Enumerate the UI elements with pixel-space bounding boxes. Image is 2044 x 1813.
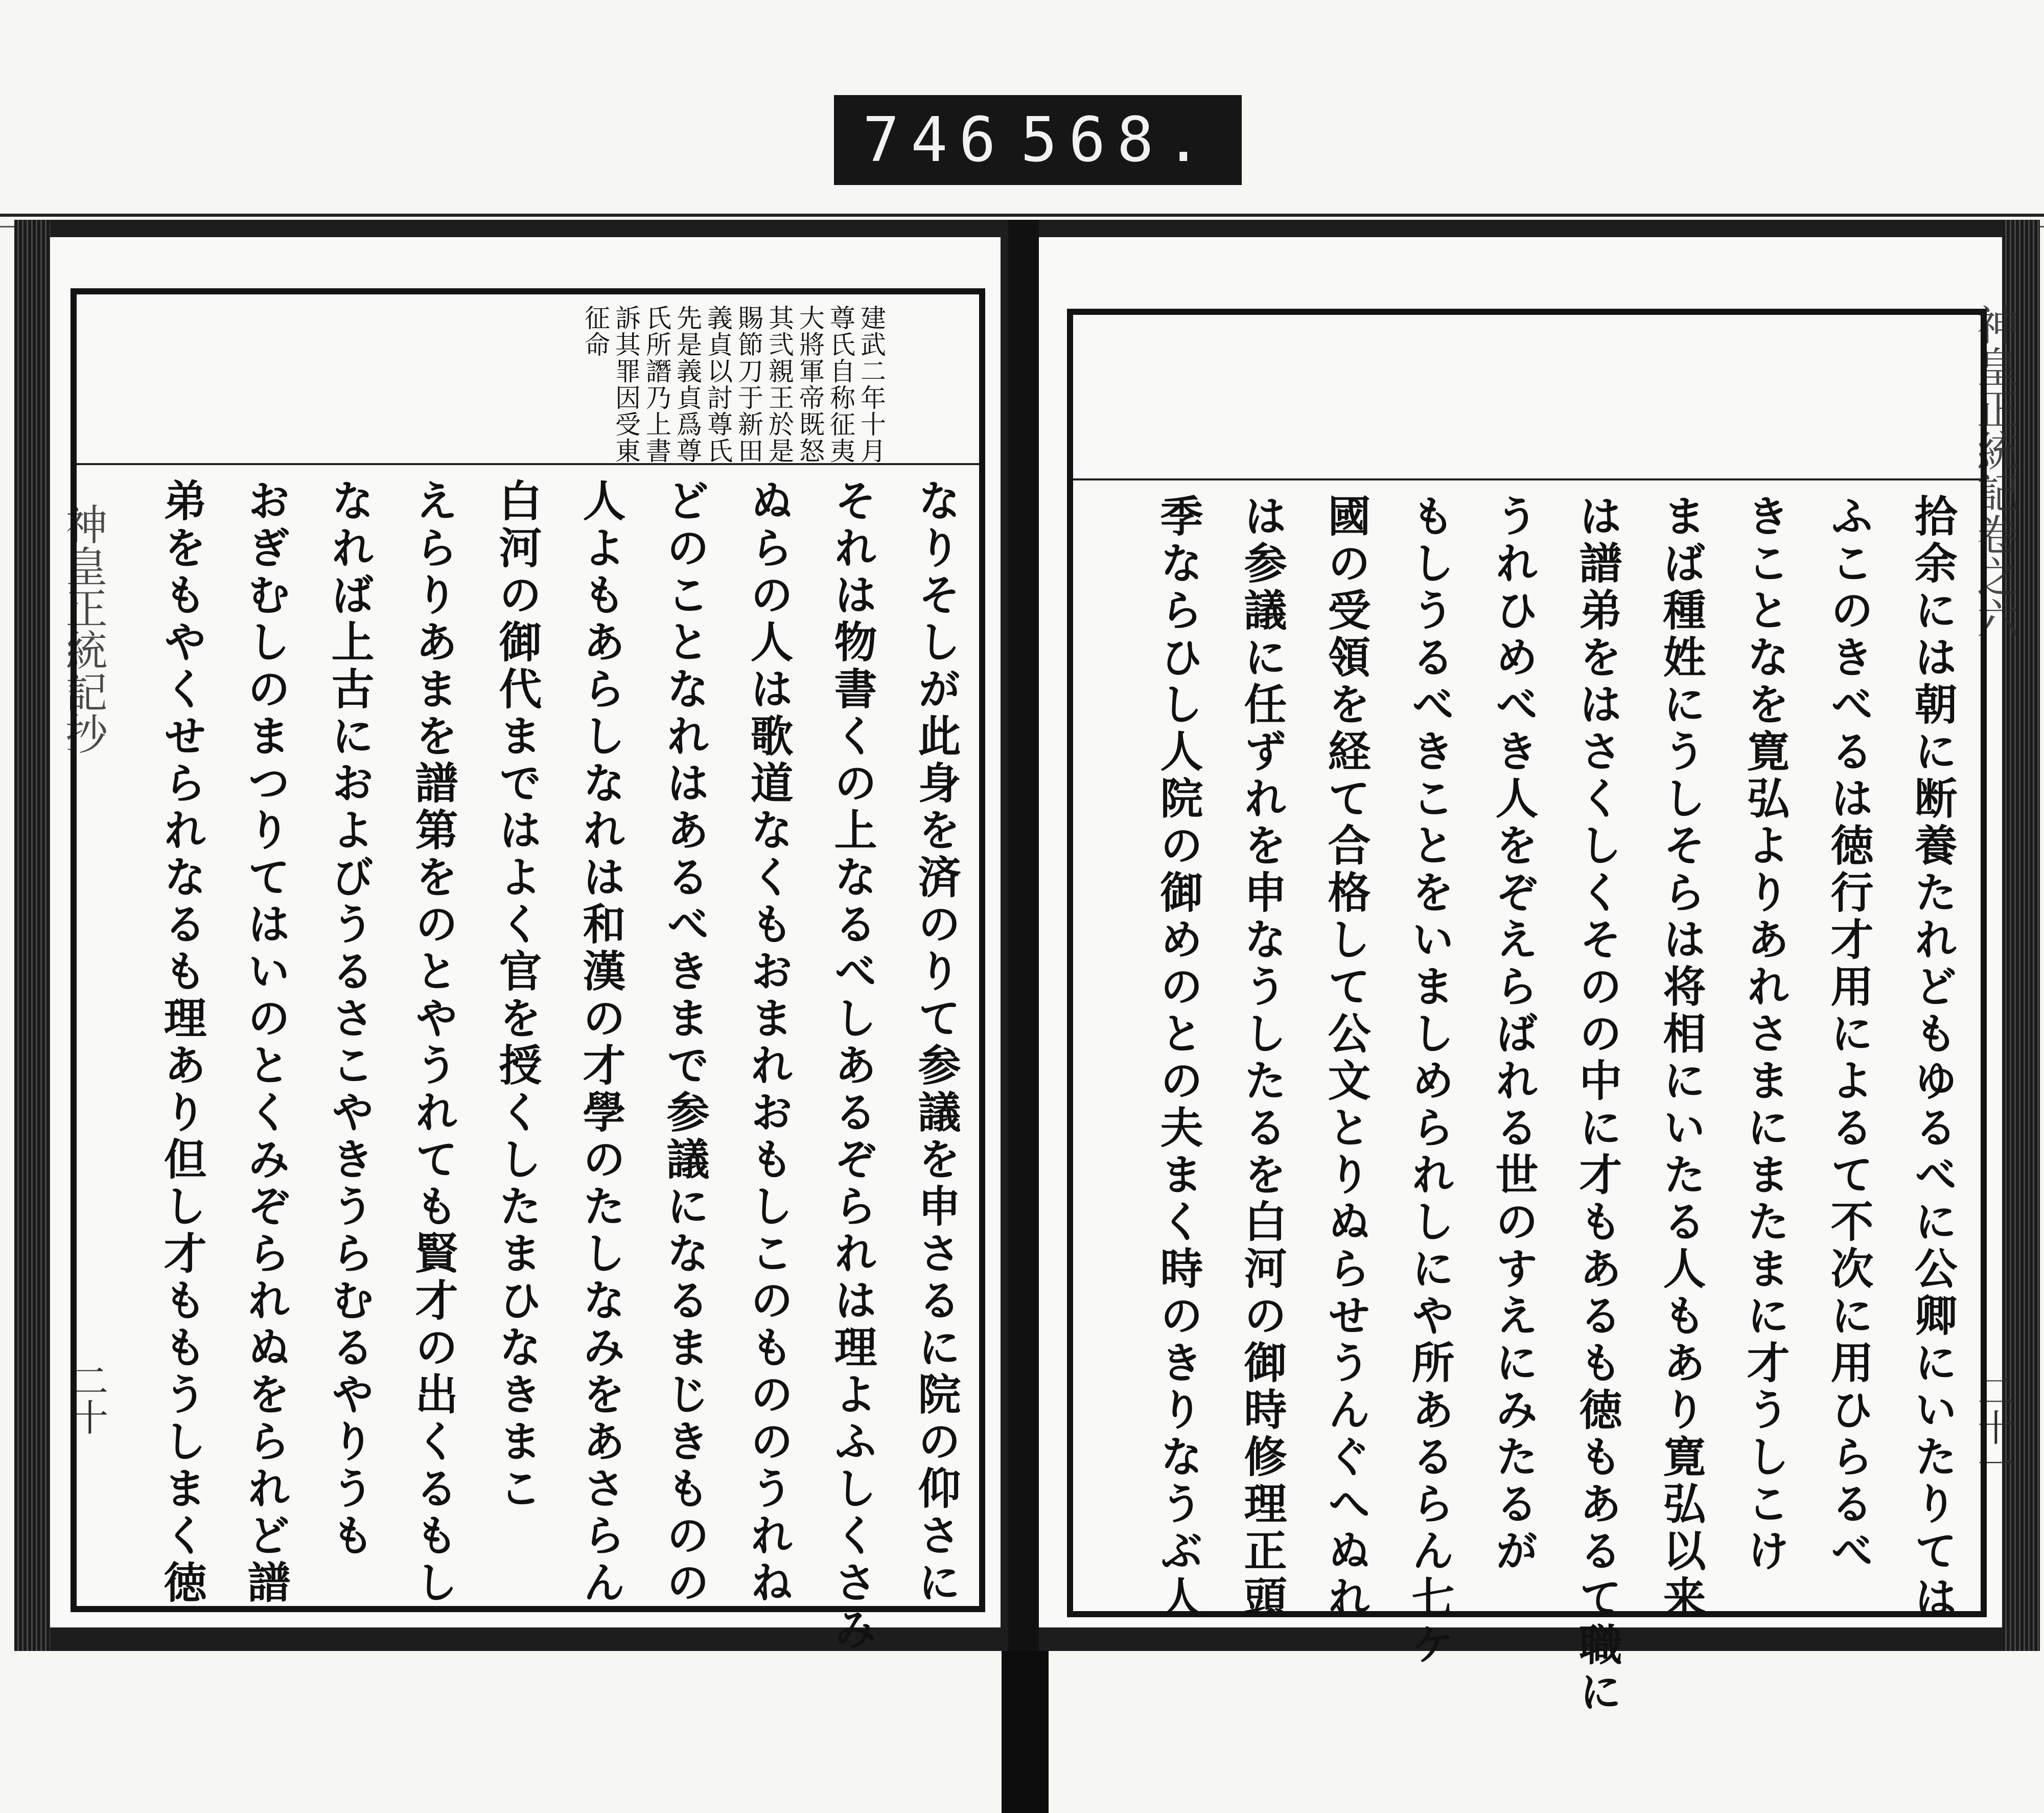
right-page-number: 二十一 (1971, 1372, 2014, 1482)
right-margin-title: 神皇正統記卷之六 (1970, 304, 2018, 639)
text-column: なれば上古におよびうるさこやきうらむるやりうも (324, 478, 375, 1560)
headnote-column: 大將軍帝既怒 (795, 305, 825, 464)
open-book (14, 220, 2040, 1716)
left-text-frame (71, 288, 985, 1654)
headnote-column: 氏所譖乃上書 (642, 305, 671, 464)
headnote-column: 賜節刀于新田 (734, 305, 763, 464)
text-column: なりそしが此身を済のりて参議を申さるに院の仰さに (911, 478, 962, 1607)
headnote-column: 尊氏自称征夷 (826, 305, 855, 464)
text-column: 人よもあらしなれは和漢の才學のたしなみをあさらん (576, 478, 626, 1607)
right-text-frame (1067, 309, 1987, 1716)
text-column: どのことなれはあるべきまで参議になるまじきものの (660, 478, 710, 1607)
text-column: ぬらの人は歌道なくもおまれおもしこのもののうれね (744, 478, 794, 1607)
text-column: 弟をもやくせられなるも理あり但し才ももうしまく徳 (157, 478, 207, 1607)
text-column: うれひめべき人をぞえらばれる世のすえにみたるが (1489, 494, 1539, 1575)
scan-edge-line (0, 214, 2044, 217)
text-column: まば種姓にうしそらは将相にいたる人もあり寛弘以来 (1656, 494, 1707, 1622)
right-page (1031, 237, 2018, 1716)
headnote-column: 義貞以討尊氏 (703, 305, 733, 464)
text-column: きことなを寛弘よりあれさまにまたまに才うしこけ (1740, 494, 1791, 1575)
text-column: 季ならひし人院の御めのとの夫まく時のきりなうぶ人 (1153, 494, 1204, 1622)
headnote-column: 其弐親王於是 (764, 305, 794, 464)
headnote-column: 征命 (580, 305, 610, 358)
archive-label (834, 95, 1242, 185)
text-column: 白河の御代まではよく官を授くしたまひなきまこ (492, 478, 543, 1513)
headnote-column: 訴其罪因受東 (611, 305, 641, 464)
text-column: えらりあまを譜第をのとやうれても賢才の出くるもし (408, 478, 459, 1607)
text-column: 拾余には朝に断養たれどもゆるべに公卿にいたりては (1908, 494, 1958, 1622)
left-page (50, 237, 1001, 1654)
text-column: もしうるべきことをいましめられしにや所あるらん七ケ (1405, 494, 1455, 1669)
left-page-number: 二十 (65, 1362, 108, 1435)
text-column: 國の受領を経て合格して公文とりぬらせうんぐへぬれ (1321, 494, 1372, 1622)
headnote-column: 建武二年十月 (856, 305, 886, 464)
text-column: は譜弟をはさくしくそのの中に才もあるも徳もあるて職に (1572, 494, 1623, 1716)
left-fore-edge (14, 220, 50, 1651)
archive-number-right: 568. (1020, 104, 1213, 176)
left-margin-title: 神皇正統記抄 (59, 503, 107, 754)
archive-number-left: 746 (863, 104, 1007, 176)
book-spine (1008, 220, 1039, 1651)
text-column: おぎむしのまつりてはいのとくみぞられぬをられど譜 (241, 478, 291, 1607)
right-headnote-band (1073, 315, 1981, 480)
text-column: ふこのきべるは徳行才用によるて不次に用ひらるべ (1824, 494, 1874, 1575)
spine-strip (1002, 1651, 1049, 1813)
text-column: それは物書くの上なるべしあるぞられは理よふしくさみ (827, 478, 878, 1654)
headnote-column: 先是義貞爲尊 (672, 305, 702, 464)
text-column: は参議に任ずれを申なうしたるを白河の御時修理正頭 (1237, 494, 1288, 1622)
